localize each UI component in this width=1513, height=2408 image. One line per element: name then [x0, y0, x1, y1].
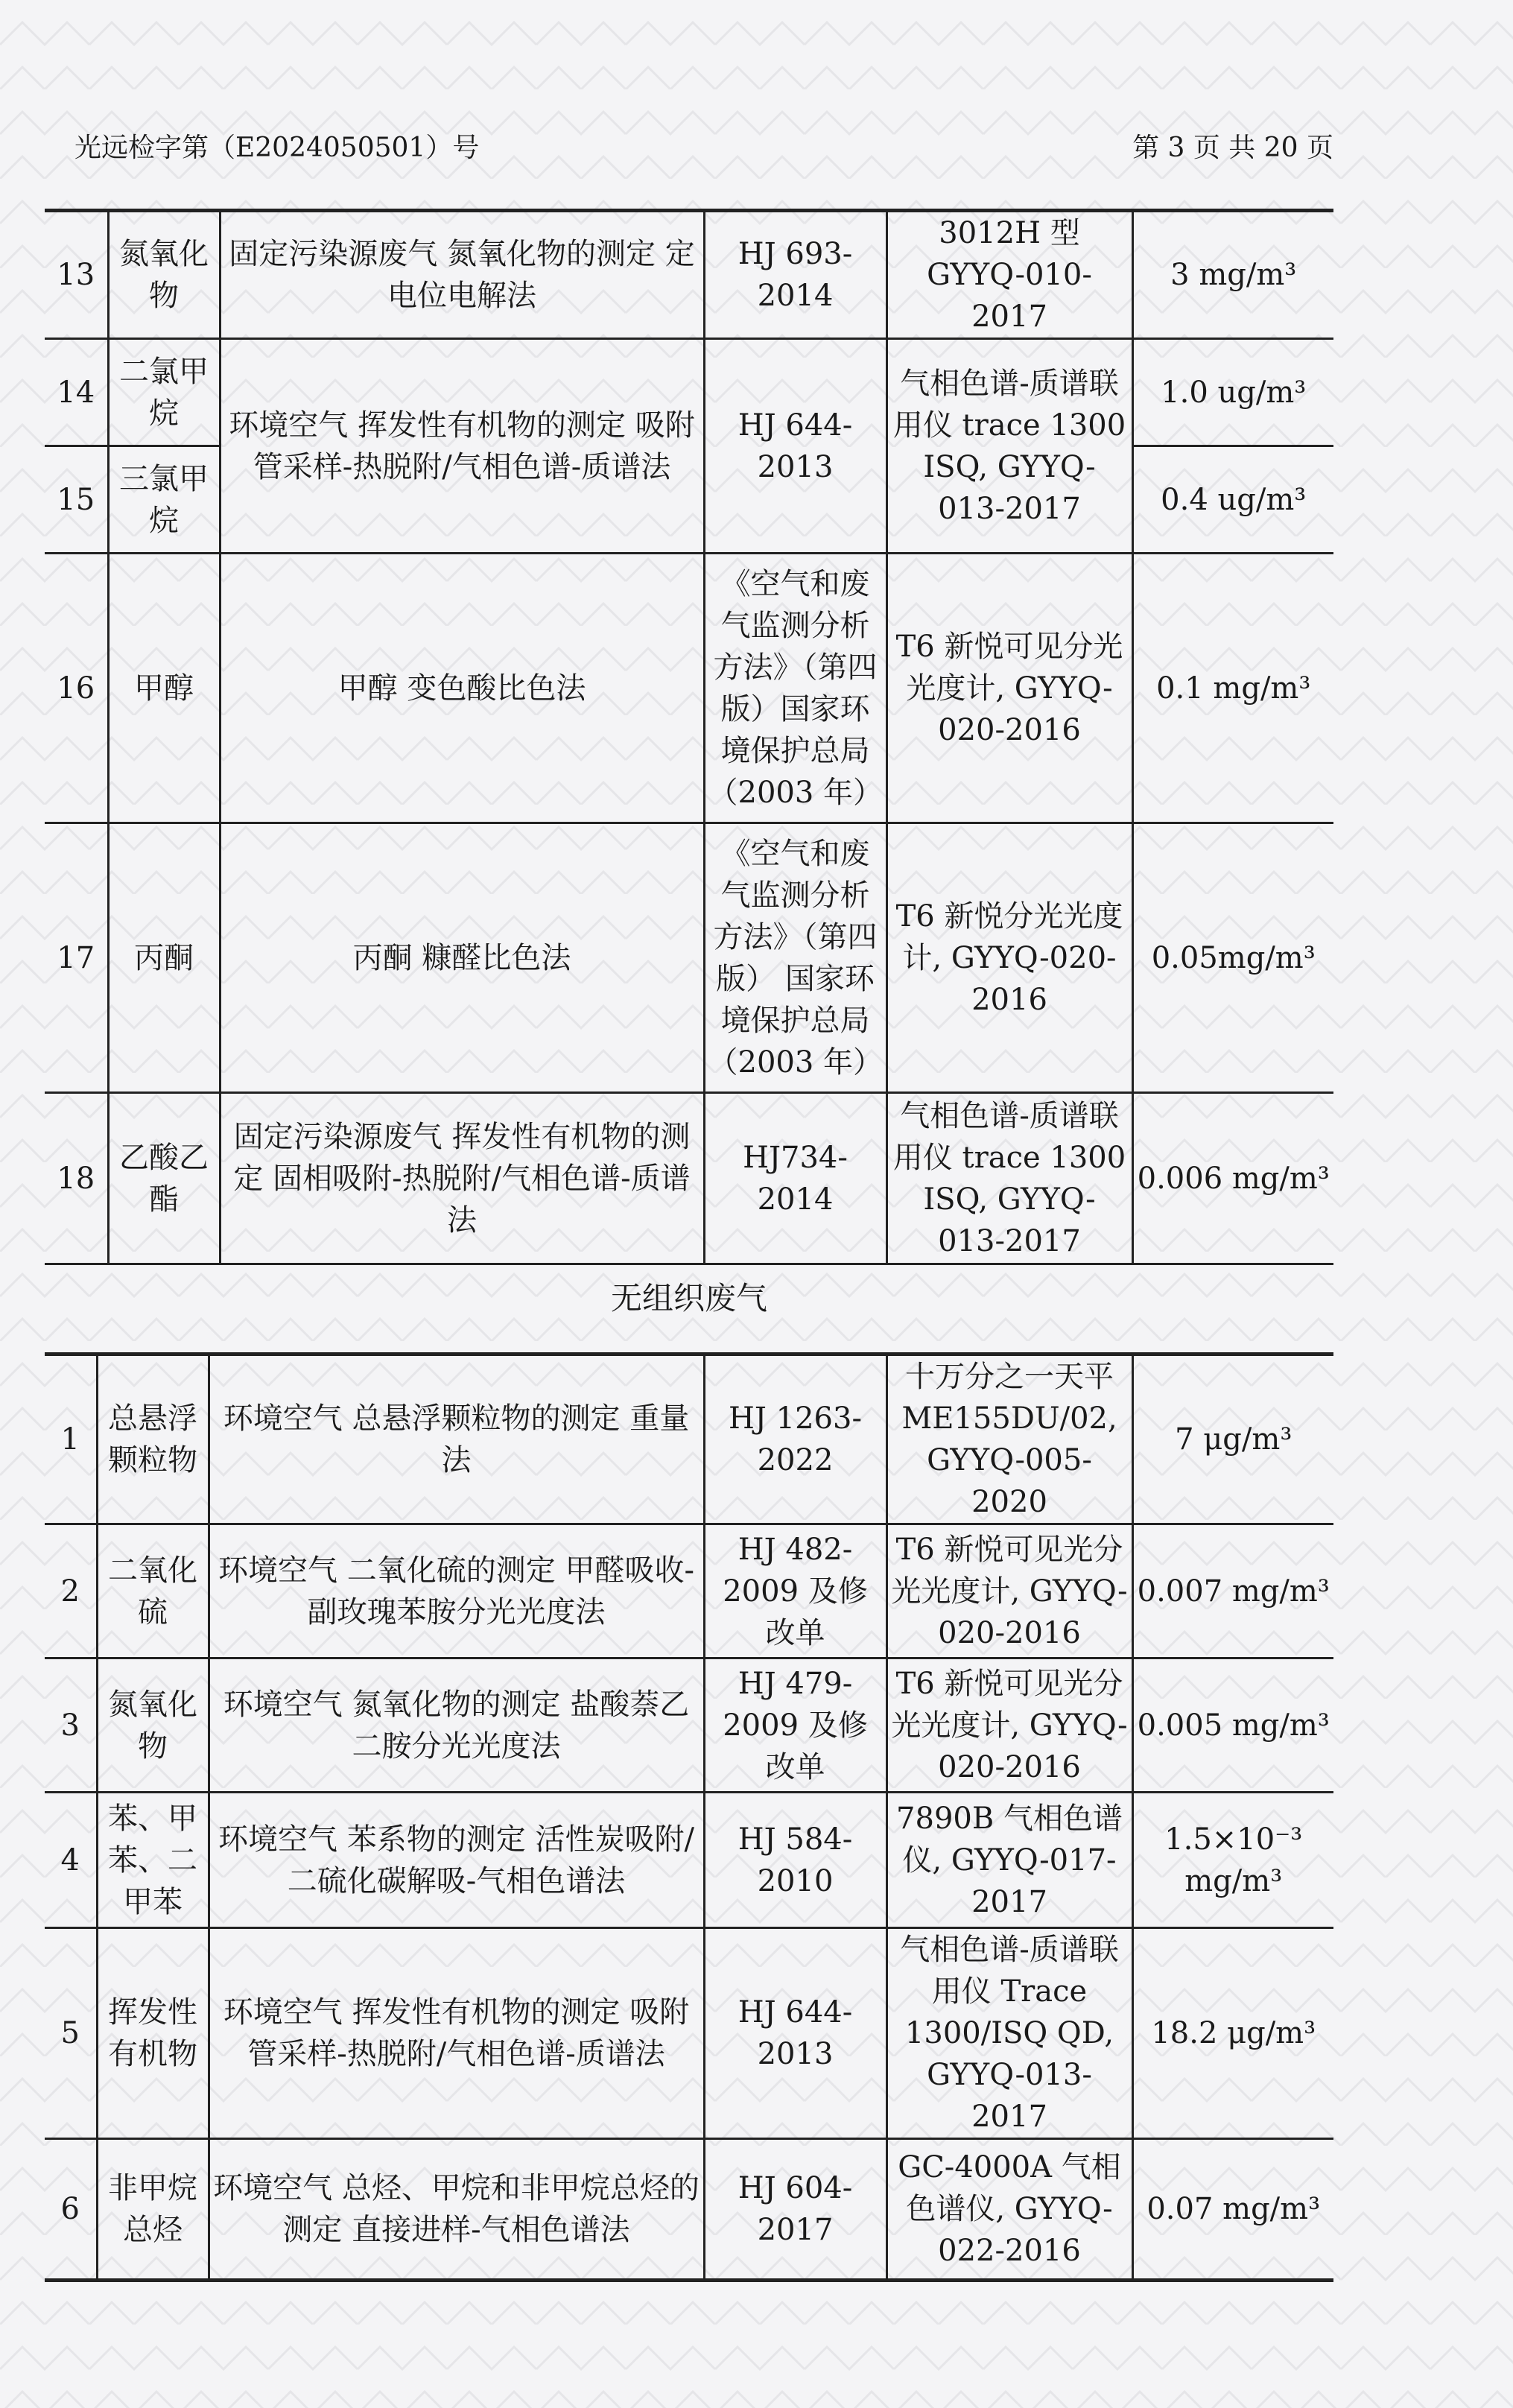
method-name: 环境空气 总悬浮颗粒物的测定 重量法	[209, 1354, 704, 1524]
row-number: 16	[45, 554, 108, 823]
item-name: 三氯甲烷	[108, 446, 220, 554]
standard-code: HJ 644-2013	[704, 339, 886, 554]
table-row	[45, 823, 1333, 1093]
organized-emission-table	[45, 209, 1333, 1265]
detection-limit: 0.005 mg/m³	[1132, 1658, 1333, 1793]
item-name: 非甲烷总烃	[97, 2139, 209, 2281]
detection-limit: 0.006 mg/m³	[1132, 1093, 1333, 1264]
item-name: 乙酸乙酯	[108, 1093, 220, 1264]
instrument: 气相色谱-质谱联用仪 Trace 1300/ISQ QD, GYYQ-013-2017	[886, 1928, 1132, 2139]
fugitive-emission-table	[45, 1352, 1333, 2282]
detection-limit: 0.05mg/m³	[1132, 823, 1333, 1093]
row-number: 13	[45, 211, 108, 339]
report-number: 光远检字第（E2024050501）号	[74, 133, 480, 163]
detection-limit: 0.07 mg/m³	[1132, 2139, 1333, 2281]
item-name: 二氯甲烷	[108, 339, 220, 446]
instrument: 气相色谱-质谱联用仪 trace 1300 ISQ, GYYQ-013-2017	[886, 1093, 1132, 1264]
item-name: 甲醇	[108, 554, 220, 823]
method-name: 环境空气 总烃、甲烷和非甲烷总烃的测定 直接进样-气相色谱法	[209, 2139, 704, 2281]
table-row	[45, 1093, 1333, 1264]
method-name: 固定污染源废气 挥发性有机物的测定 固相吸附-热脱附/气相色谱-质谱法	[220, 1093, 704, 1264]
method-name: 环境空气 挥发性有机物的测定 吸附管采样-热脱附/气相色谱-质谱法	[220, 339, 704, 554]
item-name: 氮氧化物	[97, 1658, 209, 1793]
detection-limit: 7 μg/m³	[1132, 1354, 1333, 1524]
instrument: T6 新悦可见分光光度计, GYYQ-020-2016	[886, 554, 1132, 823]
standard-code: HJ 644-2013	[704, 1928, 886, 2139]
instrument: 气相色谱-质谱联用仪 trace 1300 ISQ, GYYQ-013-2017	[886, 339, 1132, 554]
detection-limit: 3 mg/m³	[1132, 211, 1333, 339]
method-name: 甲醇 变色酸比色法	[220, 554, 704, 823]
standard-code: HJ 584-2010	[704, 1793, 886, 1928]
item-name: 挥发性有机物	[97, 1928, 209, 2139]
standard-code: HJ 1263-2022	[704, 1354, 886, 1524]
table-row	[45, 2139, 1333, 2281]
detection-limit: 0.1 mg/m³	[1132, 554, 1333, 823]
method-name: 环境空气 氮氧化物的测定 盐酸萘乙二胺分光光度法	[209, 1658, 704, 1793]
table-row	[45, 211, 1333, 339]
item-name: 二氧化硫	[97, 1524, 209, 1658]
row-number: 1	[45, 1354, 97, 1524]
row-number: 3	[45, 1658, 97, 1793]
table-row	[45, 1658, 1333, 1793]
row-number: 15	[45, 446, 108, 554]
item-name: 氮氧化物	[108, 211, 220, 339]
instrument: 7890B 气相色谱仪, GYYQ-017-2017	[886, 1793, 1132, 1928]
row-number: 4	[45, 1793, 97, 1928]
detection-limit: 1.5×10⁻³ mg/m³	[1132, 1793, 1333, 1928]
table-row	[45, 1928, 1333, 2139]
page-header	[74, 127, 1333, 171]
detection-limit: 0.4 ug/m³	[1132, 446, 1333, 554]
standard-code: 《空气和废气监测分析方法》（第四版） 国家环境保护总局（2003 年）	[704, 823, 886, 1093]
table-row	[45, 1793, 1333, 1928]
method-name: 环境空气 挥发性有机物的测定 吸附管采样-热脱附/气相色谱-质谱法	[209, 1928, 704, 2139]
standard-code: HJ 479-2009 及修改单	[704, 1658, 886, 1793]
row-number: 5	[45, 1928, 97, 2139]
method-name: 固定污染源废气 氮氧化物的测定 定电位电解法	[220, 211, 704, 339]
detection-limit: 18.2 μg/m³	[1132, 1928, 1333, 2139]
row-number: 18	[45, 1093, 108, 1264]
table-row	[45, 1524, 1333, 1658]
row-number: 17	[45, 823, 108, 1093]
method-name: 环境空气 二氧化硫的测定 甲醛吸收-副玫瑰苯胺分光光度法	[209, 1524, 704, 1658]
standard-code: HJ 693-2014	[704, 211, 886, 339]
instrument: GC-4000A 气相色谱仪, GYYQ-022-2016	[886, 2139, 1132, 2281]
standard-code: HJ 482-2009 及修改单	[704, 1524, 886, 1658]
item-name: 丙酮	[108, 823, 220, 1093]
detection-limit: 1.0 ug/m³	[1132, 339, 1333, 446]
instrument: T6 新悦可见光分光光度计, GYYQ-020-2016	[886, 1658, 1132, 1793]
row-number: 2	[45, 1524, 97, 1658]
table-row	[45, 339, 1333, 446]
table-row	[45, 1354, 1333, 1524]
row-number: 6	[45, 2139, 97, 2281]
standard-code: HJ734-2014	[704, 1093, 886, 1264]
item-name: 总悬浮颗粒物	[97, 1354, 209, 1524]
table-row	[45, 554, 1333, 823]
section-title: 无组织废气	[610, 1280, 767, 1317]
page-number: 第 3 页 共 20 页	[1132, 133, 1333, 163]
detection-limit: 0.007 mg/m³	[1132, 1524, 1333, 1658]
instrument: 十万分之一天平 ME155DU/02, GYYQ-005-2020	[886, 1354, 1132, 1524]
instrument: T6 新悦分光光度计, GYYQ-020-2016	[886, 823, 1132, 1093]
standard-code: 《空气和废气监测分析方法》（第四版）国家环境保护总局（2003 年）	[704, 554, 886, 823]
instrument: 3012H 型 GYYQ-010-2017	[886, 211, 1132, 339]
method-name: 环境空气 苯系物的测定 活性炭吸附/二硫化碳解吸-气相色谱法	[209, 1793, 704, 1928]
row-number: 14	[45, 339, 108, 446]
method-name: 丙酮 糠醛比色法	[220, 823, 704, 1093]
instrument: T6 新悦可见光分光光度计, GYYQ-020-2016	[886, 1524, 1132, 1658]
item-name: 苯、甲苯、二甲苯	[97, 1793, 209, 1928]
standard-code: HJ 604-2017	[704, 2139, 886, 2281]
